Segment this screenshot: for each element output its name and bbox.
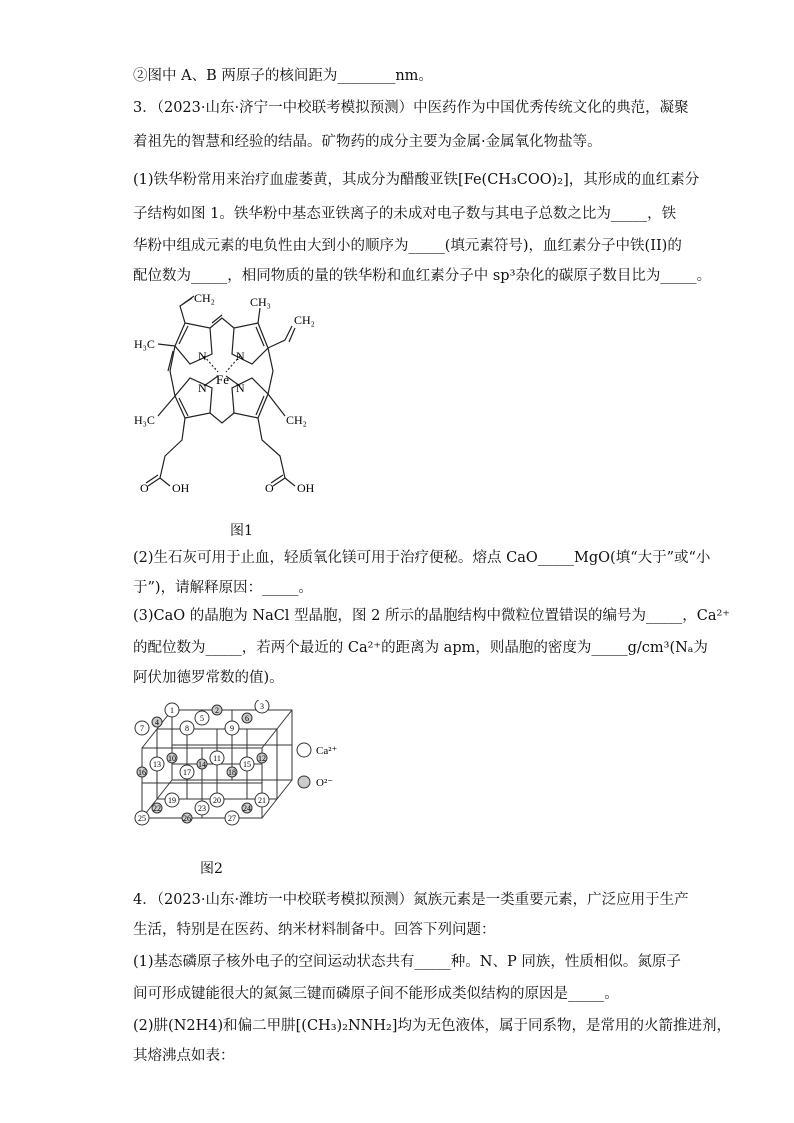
figure-2-caption: 图2	[200, 861, 223, 877]
svg-text:25: 25	[138, 814, 146, 823]
atom-14	[197, 759, 207, 769]
svg-text:4: 4	[155, 718, 159, 727]
label-o-right: O	[265, 481, 274, 495]
svg-text:23: 23	[198, 804, 206, 813]
atom-11	[210, 751, 224, 765]
label-n-3: N	[198, 381, 207, 395]
svg-text:15: 15	[243, 760, 251, 769]
svg-text:3: 3	[260, 702, 264, 711]
label-n-4: N	[236, 381, 245, 395]
svg-text:12: 12	[258, 754, 266, 763]
atom-8	[180, 721, 194, 735]
atom-24	[242, 803, 252, 813]
label-h3c-upper: H₃C	[134, 337, 155, 351]
text-line-9: 于”)，请解释原因：_____。	[133, 580, 313, 596]
svg-text:7: 7	[140, 724, 144, 733]
svg-text:2: 2	[215, 706, 219, 715]
label-ch2-right: CH₂	[286, 413, 307, 427]
label-oh-left: OH	[172, 481, 190, 495]
svg-text:Ca²⁺: Ca²⁺	[316, 745, 338, 757]
question-3-heading: 3．（2023·山东·济宁一中校联考模拟预测）中医药作为中国优秀传统文化的典范，凝聚	[133, 100, 689, 116]
svg-text:6: 6	[245, 714, 249, 723]
atom-27	[225, 811, 239, 825]
text-line-10: (3)CaO 的晶胞为 NaCl 型晶胞，图 2 所示的晶胞结构中微粒位置错误的编号为_____，Ca²⁺	[133, 608, 730, 624]
label-ch3-top: CH₃	[250, 295, 271, 309]
atom-7	[135, 721, 149, 735]
label-ch2-vinyl-left: CH₂	[194, 291, 215, 305]
atom-16	[137, 767, 147, 777]
question-4-heading: 4．（2023·山东·潍坊一中校联考模拟预测）氮族元素是一类重要元素，广泛应用于生产	[133, 892, 689, 908]
svg-text:22: 22	[153, 804, 161, 813]
svg-text:13: 13	[153, 760, 161, 769]
atom-19	[165, 793, 179, 807]
label-fe: Fe	[216, 372, 229, 387]
text-line-7: 配位数为_____，相同物质的量的铁华粉和血红素分子中 sp³杂化的碳原子数目比为_____。	[133, 268, 712, 284]
svg-text:1: 1	[170, 706, 174, 715]
atom-10	[167, 753, 177, 763]
svg-text:21: 21	[258, 796, 266, 805]
svg-text:5: 5	[200, 714, 204, 723]
label-o-left: O	[140, 481, 149, 495]
text-line-15: (1)基态磷原子核外电子的空间运动状态共有_____种。N、P 同族，性质相似。氮原子	[133, 954, 681, 970]
svg-text:19: 19	[168, 796, 176, 805]
atom-23	[195, 801, 209, 815]
atom-2	[212, 705, 222, 715]
atom-6	[242, 713, 252, 723]
svg-text:16: 16	[138, 768, 146, 777]
text-line-18: 其熔沸点如表：	[133, 1048, 235, 1064]
atom-15	[240, 757, 254, 771]
svg-text:14: 14	[198, 760, 206, 769]
atom-22	[152, 803, 162, 813]
svg-text:11: 11	[213, 754, 221, 763]
atom-18	[227, 767, 237, 777]
atom-12	[257, 753, 267, 763]
legend-ca	[297, 743, 338, 757]
text-line-1: ②图中 A、B 两原子的核间距为________nm。	[133, 68, 433, 84]
svg-text:18: 18	[228, 768, 236, 777]
text-line-11: 的配位数为_____，若两个最近的 Ca²⁺的距离为 apm，则晶胞的密度为_____g/cm³(Nₐ为	[133, 640, 708, 656]
svg-text:9: 9	[230, 724, 234, 733]
atom-21	[255, 793, 269, 807]
svg-text:24: 24	[243, 804, 251, 813]
figure-1-heme-structure	[130, 288, 350, 513]
atom-9	[225, 721, 239, 735]
figure-1-caption: 图1	[230, 523, 253, 539]
atom-25	[135, 811, 149, 825]
atom-5	[195, 711, 209, 725]
label-oh-right: OH	[297, 481, 315, 495]
svg-text:10: 10	[168, 754, 176, 763]
atom-17	[180, 765, 194, 779]
legend-o	[298, 776, 333, 789]
atom-1	[165, 703, 179, 717]
atom-26	[182, 813, 192, 823]
text-line-8: (2)生石灰可用于止血，轻质氧化镁可用于治疗便秘。熔点 CaO_____MgO(填“大于”或“小	[133, 550, 711, 566]
text-line-4: (1)铁华粉常用来治疗血虚萎黄，其成分为醋酸亚铁[Fe(CH₃COO)₂]，其形成的血红素分	[133, 172, 700, 188]
label-n-1: N	[198, 349, 207, 363]
text-line-17: (2)肼(N2H4)和偏二甲肼[(CH₃)₂NNH₂]均为无色液体，属于同系物，是常用的火箭推进剂，	[133, 1018, 731, 1034]
atom-13	[150, 757, 164, 771]
text-line-6: 华粉中组成元素的电负性由大到小的顺序为_____(填元素符号)，血红素分子中铁(II)的	[133, 238, 682, 254]
text-line-16: 间可形成键能很大的氮氮三键而磷原子间不能形成类似结构的原因是_____。	[133, 986, 619, 1002]
figure-2-crystal-lattice	[128, 700, 358, 835]
text-line-3: 着祖先的智慧和经验的结晶。矿物药的成分主要为金属·金属氧化物盐等。	[133, 134, 602, 150]
svg-text:O²⁻: O²⁻	[316, 777, 334, 789]
label-n-2: N	[236, 349, 245, 363]
atom-4	[152, 717, 162, 727]
svg-text:27: 27	[228, 814, 236, 823]
svg-text:8: 8	[185, 724, 189, 733]
svg-text:26: 26	[183, 814, 191, 823]
text-line-14: 生活，特别是在医药、纳米材料制备中。回答下列问题：	[133, 922, 496, 938]
svg-text:20: 20	[213, 796, 221, 805]
label-ch2-vinyl-right: CH₂	[294, 313, 315, 327]
label-h3c-lower: H₃C	[134, 413, 155, 427]
atom-20	[210, 793, 224, 807]
atom-3	[255, 700, 269, 713]
text-line-12: 阿伏加德罗常数的值)。	[133, 670, 284, 686]
svg-text:17: 17	[183, 768, 191, 777]
text-line-5: 子结构如图 1。铁华粉中基态亚铁离子的未成对电子数与其电子总数之比为_____，铁	[133, 206, 677, 222]
